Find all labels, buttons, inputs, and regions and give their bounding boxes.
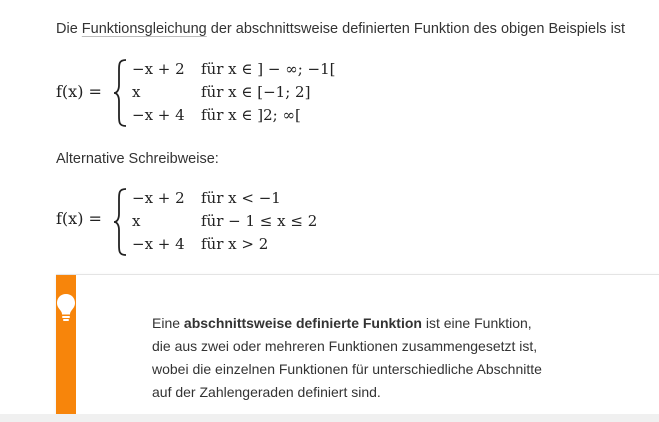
formula-lhs: f(x) = <box>56 82 102 101</box>
case-condition: für x < −1 <box>201 189 281 207</box>
case-expression: −x + 4 <box>132 235 185 253</box>
intro-sentence <box>56 21 625 37</box>
intro-text-after: der abschnittsweise definierten Funktion des obigen Beispiels ist <box>206 21 626 37</box>
case-condition: für x ∈ ]2; ∞[ <box>201 106 301 124</box>
infobox-accent-strip <box>56 275 76 422</box>
case-condition: für x ∈ ] − ∞; −1[ <box>201 60 336 78</box>
case-condition: für x > 2 <box>201 235 269 253</box>
definition-line: auf der Zahlengeraden definiert sind. <box>152 384 381 400</box>
page-bottom-divider <box>0 414 659 422</box>
case-condition: für x ∈ [−1; 2] <box>201 83 311 101</box>
definition-infobox <box>56 274 659 422</box>
funktionsgleichung-link[interactable]: Funktionsgleichung <box>81 21 207 37</box>
definition-text <box>152 312 622 404</box>
case-expression: −x + 2 <box>132 60 185 78</box>
definition-line: wobei die einzelnen Funktionen für unterschiedliche Abschnitte <box>152 361 542 377</box>
definition-text-part: Eine <box>152 315 184 331</box>
lightbulb-icon <box>55 292 77 322</box>
case-expression: −x + 2 <box>132 189 185 207</box>
left-brace-icon <box>112 187 128 257</box>
formula-lhs: f(x) = <box>56 209 102 228</box>
alternative-notation-heading: Alternative Schreibweise: <box>56 151 219 167</box>
definition-term: abschnittsweise definierte Funktion <box>183 315 422 331</box>
intro-text-before: Die <box>56 21 82 37</box>
piecewise-formula-inequalities <box>56 187 456 257</box>
definition-line: die aus zwei oder mehreren Funktionen zusammengesetzt ist, <box>152 338 538 354</box>
piecewise-formula-intervals <box>56 58 456 128</box>
case-expression: x <box>132 212 141 230</box>
case-condition: für − 1 ≤ x ≤ 2 <box>201 212 318 230</box>
case-expression: x <box>132 83 141 101</box>
case-expression: −x + 4 <box>132 106 185 124</box>
left-brace-icon <box>112 58 128 128</box>
definition-text-part: ist eine Funktion, <box>421 315 532 331</box>
definition-line <box>152 312 622 335</box>
